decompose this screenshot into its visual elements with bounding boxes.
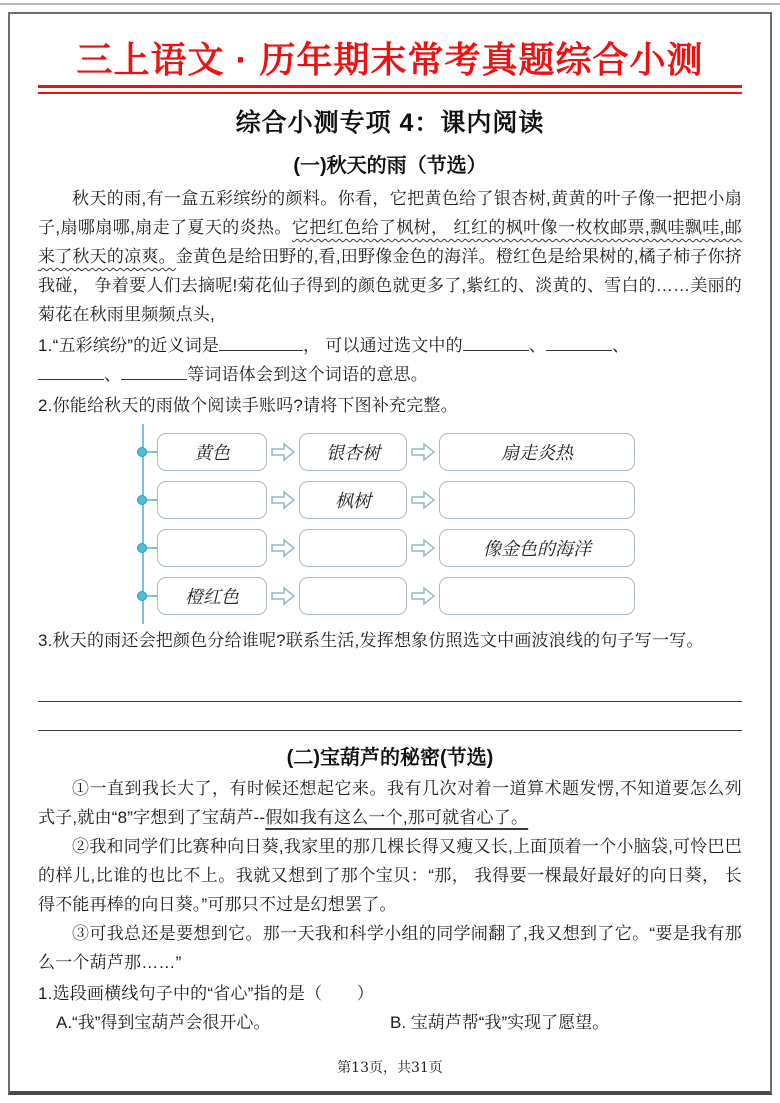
page-title: 三上语文 · 历年期末常考真题综合小测: [76, 39, 704, 80]
flowchart-box-effect-1: 扇走炎热: [439, 433, 635, 471]
flowchart-box-object-2: 枫树: [299, 481, 407, 519]
branch-dot-icon: [137, 591, 147, 601]
section1-question1-line1: [38, 331, 742, 360]
q1-blank-3: [546, 333, 612, 351]
flowchart-row-2: [134, 480, 742, 520]
answer-line-2: [38, 702, 742, 731]
q1-separator-2: 、: [612, 336, 630, 356]
passage-text-pre: 秋天的雨,有一盒五彩缤纷的颜料。你看，它把黄色给了银杏树,黄黄的叶子像一把把小扇子,扇哪扇哪,扇走了夏天的炎热。: [38, 189, 742, 238]
answer-line-1: [38, 673, 742, 702]
q1-text-part3: 等词语体会到这个词语的意思。: [187, 365, 429, 385]
right-arrow-icon: [411, 443, 435, 461]
flowchart-row-4: [134, 576, 742, 616]
section2-heading: (二)宝葫芦的秘密(节选): [286, 747, 494, 770]
section2-paragraph-1: [38, 774, 742, 832]
branch-dot-icon: [137, 543, 147, 553]
scan-edge-line: [0, 3, 780, 5]
flowchart-row-1: [134, 432, 742, 472]
section1-question1-line2: [38, 360, 742, 389]
section2-paragraph-3: ③可我总还是要想到它。那一天我和科学小组的同学闹翻了,我又想到了它。“要是我有那么一个葫芦那……”: [38, 924, 742, 973]
section2-question1: 1.选段画横线句子中的“省心”指的是（ ）: [38, 984, 374, 1004]
flowchart-box-color-4: 橙红色: [157, 577, 267, 615]
flowchart-box-effect-4: [439, 577, 635, 615]
section1-passage: [38, 184, 742, 329]
section2-q1-options: [38, 1008, 742, 1037]
flowchart-box-effect-3: 像金色的海洋: [439, 529, 635, 567]
q1-blank-5: [121, 362, 187, 380]
q1-blank-1: [219, 333, 303, 351]
right-arrow-icon: [271, 539, 295, 557]
q1-text-part1: 1.“五彩缤纷”的近义词是: [38, 336, 220, 356]
q1-blank-4: [38, 362, 104, 380]
para1-text: ①一直到我长大了，有时候还想起它来。我有几次对着一道算术题发愣,不知道要怎么列式子,就由“8”字想到了宝葫芦--: [38, 779, 742, 828]
q1-text-part2: ， 可以通过选文中的: [303, 336, 463, 356]
flowchart-box-color-2: [157, 481, 267, 519]
flowchart-box-effect-2: [439, 481, 635, 519]
title-underline-top: [38, 85, 742, 88]
flowchart-box-object-4: [299, 577, 407, 615]
flowchart-row-3: [134, 528, 742, 568]
branch-dot-icon: [137, 495, 147, 505]
right-arrow-icon: [271, 587, 295, 605]
section2-paragraph-2: ②我和同学们比赛种向日葵,我家里的那几棵长得又瘦又长,上面顶着一个小脑袋,可怜巴巴的样儿,比谁的也比不上。我就又想到了那个宝贝：“那， 我得要一棵最好最好的向日葵， 长得不能再棒的向日葵。”可那只不过是幻想罢了。: [38, 837, 742, 915]
worksheet-page: [8, 12, 772, 1095]
passage-wavy-underlined-sentence: 它把红色给了枫树， 红红的枫叶像一枚枚邮票,飘哇飘哇,邮来了秋天的凉爽。: [38, 218, 742, 267]
flowchart-box-object-3: [299, 529, 407, 567]
option-b: B. 宝葫芦帮“我”实现了愿望。: [390, 1013, 610, 1033]
passage-text-post: 金黄色是给田野的,看,田野像金色的海洋。橙红色是给果树的,橘子柿子你挤我碰， 争着要人们去摘呢!菊花仙子得到的颜色就更多了,紫红的、淡黄的、雪白的……美丽的菊花在秋雨里频频点头,: [38, 247, 742, 325]
section1-heading: (一)秋天的雨（节选）: [293, 155, 487, 178]
right-arrow-icon: [411, 491, 435, 509]
right-arrow-icon: [411, 539, 435, 557]
flowchart-box-color-3: [157, 529, 267, 567]
flowchart-box-color-1: 黄色: [157, 433, 267, 471]
q1-separator-3: 、: [104, 365, 122, 385]
section1-question2: 2.你能给秋天的雨做个阅读手账吗?请将下图补充完整。: [38, 396, 458, 416]
section1-question3: 3.秋天的雨还会把颜色分给谁呢?联系生活,发挥想象仿照选文中画波浪线的句子写一写。: [38, 631, 704, 651]
right-arrow-icon: [271, 491, 295, 509]
option-a: A.“我”得到宝葫芦会很开心。: [56, 1013, 271, 1033]
title-underline-bottom: [38, 92, 742, 94]
q1-blank-2: [463, 333, 529, 351]
para1-underlined-sentence: 假如我有这么一个,那可就省心了。: [265, 808, 529, 828]
page-number: 第13页，共31页: [337, 1060, 443, 1076]
q1-separator-1: 、: [528, 336, 547, 356]
reading-notes-flowchart: [134, 428, 742, 620]
worksheet-subtitle: 综合小测专项 4：课内阅读: [235, 109, 545, 138]
right-arrow-icon: [411, 587, 435, 605]
right-arrow-icon: [271, 443, 295, 461]
flowchart-box-object-1: 银杏树: [299, 433, 407, 471]
branch-dot-icon: [137, 447, 147, 457]
